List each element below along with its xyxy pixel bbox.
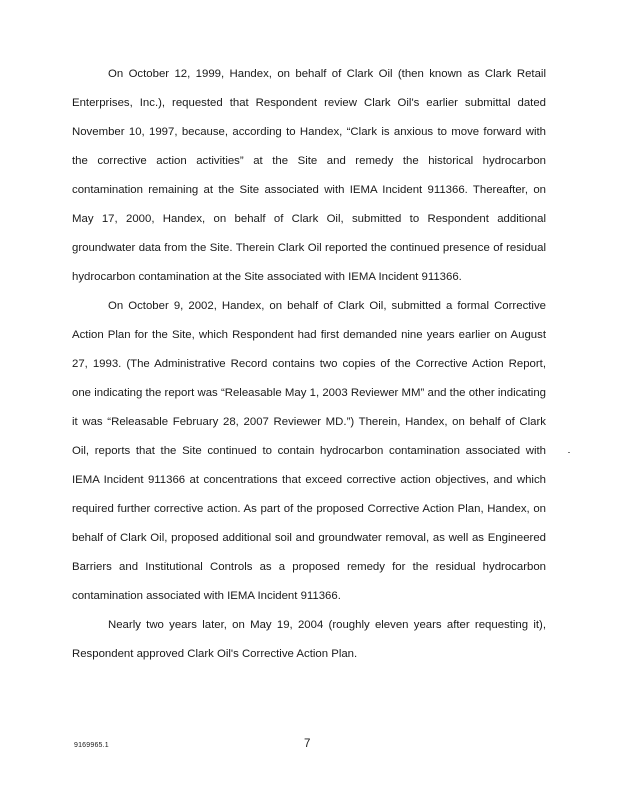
document-body [72,60,546,669]
paragraph-3: Nearly two years later, on May 19, 2004 (roughly eleven years after requesting it), Respondent approved Clark Oil's Corrective Action Plan. [72,619,546,660]
footer-page-number: 7 [304,738,311,750]
footer-document-id: 9169965.1 [74,742,109,749]
scan-speck [568,452,570,453]
paragraph-2: On October 9, 2002, Handex, on behalf of Clark Oil, submitted a formal Corrective Action Plan for the Site, which Respondent had first demanded nine years earlier on August 27, 1993. (The Administrative Record contains two copies of the Corrective Action Report, one indicating the report was “Releasable May 1, 2003 Reviewer MM” and the other indicating it was “Releasable February 28, 2007 Reviewer MD.”) Therein, Handex, on behalf of Clark Oil, reports that the Site continued to contain hydrocarbon contamination associated with IEMA Incident 911366 at concentrations that exceed corrective action objectives, and which required further corrective action. As part of the proposed Corrective Action Plan, Handex, on behalf of Clark Oil, proposed additional soil and groundwater removal, as well as Engineered Barriers and Institutional Controls as a proposed remedy for the residual hydrocarbon contamination associated with IEMA Incident 911366. [72,300,546,602]
paragraph-1: On October 12, 1999, Handex, on behalf of Clark Oil (then known as Clark Retail Enterprises, Inc.), requested that Respondent review Clark Oil's earlier submittal dated November 10, 1997, because, according to Handex, “Clark is anxious to move forward with the corrective action activities” at the Site and remedy the historical hydrocarbon contamination remaining at the Site associated with IEMA Incident 911366. Thereafter, on May 17, 2000, Handex, on behalf of Clark Oil, submitted to Respondent additional groundwater data from the Site. Therein Clark Oil reported the continued presence of residual hydrocarbon contamination at the Site associated with IEMA Incident 911366. [72,68,546,283]
